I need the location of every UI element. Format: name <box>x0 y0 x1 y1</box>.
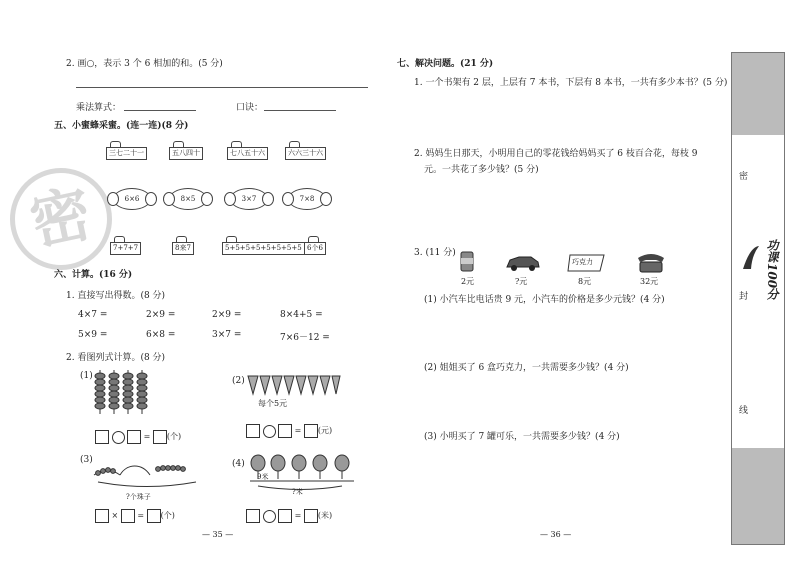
sub-question-2: 2. 看图列式计算。(8 分) <box>66 353 166 363</box>
mult-formula-label: 乘法算式： <box>76 103 122 113</box>
hive[interactable]: 五八四十 <box>169 147 203 160</box>
calc-item: 6×8 = <box>146 330 176 340</box>
mnemonic-blank[interactable] <box>264 110 336 111</box>
flower[interactable]: 8×5 <box>169 188 207 210</box>
problem-3-3: (3) 小明买了 7 罐可乐，一共需要多少钱？(4 分) <box>424 432 620 442</box>
page-number-right: — 36 — <box>540 530 572 539</box>
hive[interactable]: 7+7+7 <box>110 242 141 255</box>
problem-1: 1. 一个书架有 2 层，上层有 7 本书，下层有 8 本书，一共有多少本书？(5 分) <box>414 78 728 88</box>
calc-item: 5×9 = <box>78 330 108 340</box>
section-6-title: 六、计算。(16 分) <box>54 270 133 280</box>
ice-cream-picture <box>246 374 342 396</box>
telephone-icon <box>634 250 668 274</box>
problem-2-line1: 2. 妈妈生日那天，小明用自己的零花钱给妈妈买了 6 枝百合花，每枝 9 <box>414 149 698 159</box>
pic1-equation[interactable]: = (个) <box>95 430 181 444</box>
binding-sidebar <box>731 52 785 545</box>
pic4-label: (4) <box>232 459 245 469</box>
hive[interactable]: 6个6 <box>304 242 326 255</box>
seal-mark-1: 密 <box>737 171 747 180</box>
hive[interactable]: 七八五十六 <box>227 147 268 160</box>
chocolate-box-label: 巧克力 <box>572 258 593 266</box>
price: 8元 <box>578 277 592 286</box>
pic2-caption: 每个5元 <box>258 399 288 408</box>
hive[interactable]: 5+5+5+5+5+5+5+5 <box>222 242 305 255</box>
calc-item: 8×4+5 = <box>280 310 323 320</box>
flower[interactable]: 7×8 <box>288 188 326 210</box>
flower[interactable]: 6×6 <box>113 188 151 210</box>
brand-logo-icon <box>740 243 762 273</box>
sidebar-bottom-band <box>732 448 784 544</box>
mnemonic-label: 口诀： <box>236 103 264 113</box>
pic4-segment: 9米 <box>257 473 269 481</box>
problem-3: 3. (11 分) <box>414 248 456 258</box>
draw-question: 2. 画○，表示 3 个 6 相加的和。(5 分) <box>66 59 223 69</box>
calc-item: 3×7 = <box>212 330 242 340</box>
section-5-title: 五、小蜜蜂采蜜。(连一连)(8 分) <box>54 121 189 131</box>
mult-formula-blank[interactable] <box>124 110 196 111</box>
sidebar-top-band <box>732 53 784 135</box>
calc-item: 7×6－12 = <box>280 333 330 343</box>
pic1-label: (1) <box>80 371 93 381</box>
page-number-left: — 35 — <box>202 530 234 539</box>
hive[interactable]: 8来7 <box>172 242 194 255</box>
sub-question-1: 1. 直接写出得数。(8 分) <box>66 291 166 301</box>
pic3-equation[interactable]: × = (个) <box>95 509 175 523</box>
confidential-stamp: 密 <box>1 159 122 280</box>
abacus-beads-picture <box>92 368 152 416</box>
problem-3-1: (1) 小汽车比电话贵 9 元，小汽车的价格是多少元钱？(4 分) <box>424 295 665 305</box>
pic2-equation[interactable]: = (元) <box>246 424 332 438</box>
problem-3-2: (2) 姐姐买了 6 盒巧克力，一共需要多少钱？(4 分) <box>424 363 629 373</box>
pic4-equation[interactable]: = (米) <box>246 509 332 523</box>
toy-car-icon <box>505 254 541 272</box>
seal-mark-3: 线 <box>737 405 747 414</box>
hive[interactable]: 三七二十一 <box>106 147 147 160</box>
calc-item: 4×7 = <box>78 310 108 320</box>
pic3-label: (3) <box>80 455 93 465</box>
calc-item: 2×9 = <box>212 310 242 320</box>
seal-mark-2: 封 <box>737 291 747 300</box>
pic4-caption: ?米 <box>292 488 303 496</box>
section-7-title: 七、解决问题。(21 分) <box>397 59 494 69</box>
problem-2-line2: 元。一共花了多少钱？(5 分) <box>424 165 539 175</box>
pic3-caption: ?个珠子 <box>126 493 151 501</box>
cola-can-icon <box>459 250 475 272</box>
flower[interactable]: 3×7 <box>230 188 268 210</box>
drawing-line <box>76 87 368 88</box>
calc-item: 2×9 = <box>146 310 176 320</box>
brand-title: 功课100分 <box>765 239 779 301</box>
price: 2元 <box>461 277 475 286</box>
pic2-label: (2) <box>232 376 245 386</box>
hive[interactable]: 六六三十六 <box>285 147 326 160</box>
price: 32元 <box>640 277 659 286</box>
price: ?元 <box>515 277 528 286</box>
